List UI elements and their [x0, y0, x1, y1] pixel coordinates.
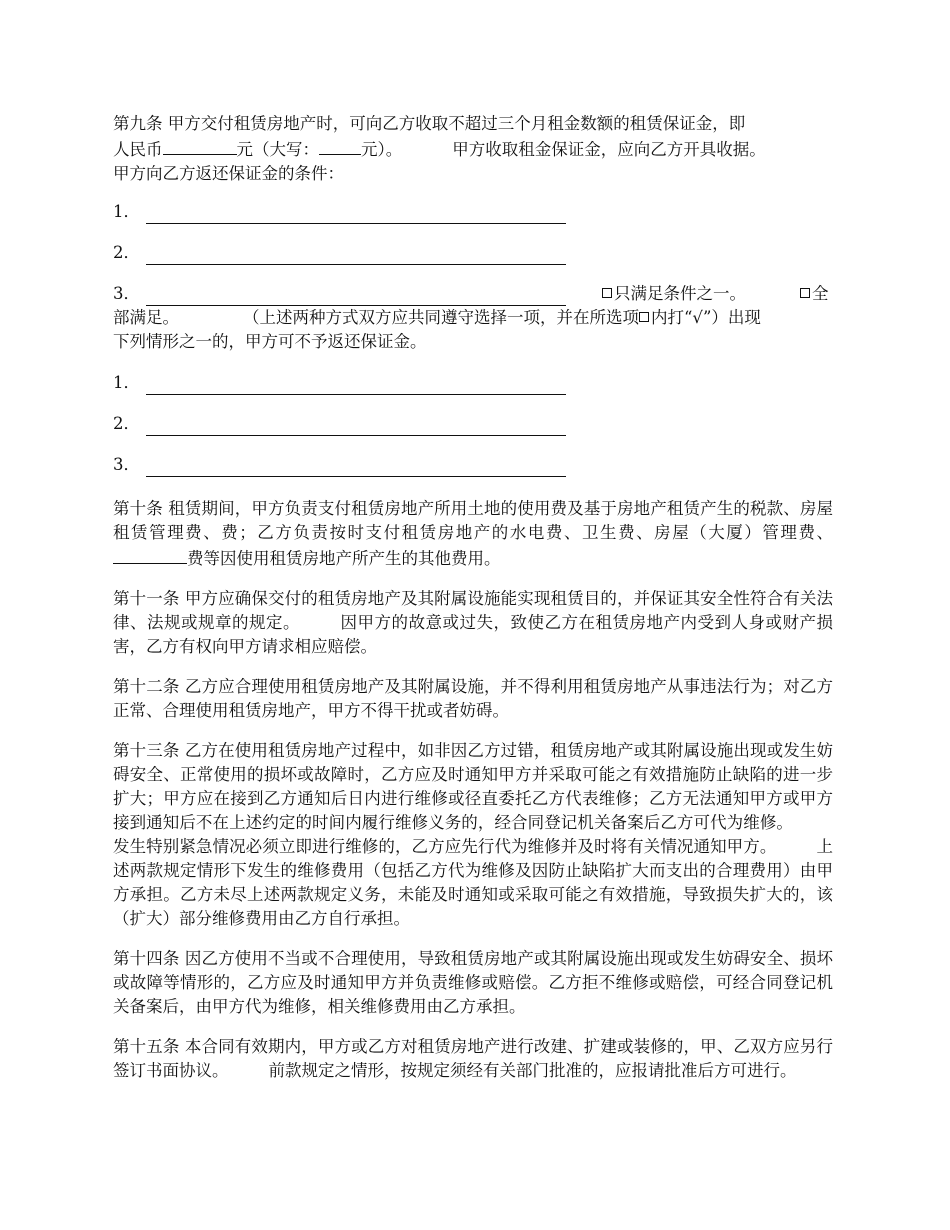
item-number: 3．	[113, 455, 140, 474]
article-10-text-end: 费等因使用租赁房地产所产生的其他费用。	[187, 549, 501, 568]
instruction-text: （上述两种方式双方应共同遵守选择一项，并在所选项	[243, 308, 639, 327]
item-number: 3．	[113, 284, 140, 303]
item-number: 2．	[113, 243, 140, 262]
article-13-emergency: 发生特别紧急情况必须立即进行维修的，乙方应先行代为维修并及时将有关情况通知甲方。	[113, 837, 777, 856]
article-15-text-end: 前款规定之情形，按规定须经有关部门批准的，应报请批准后方可进行。	[268, 1061, 797, 1080]
no-return-condition-3	[113, 453, 833, 477]
article-9	[113, 112, 833, 186]
article-14	[113, 947, 833, 1019]
return-condition-3	[113, 282, 833, 306]
option-one-condition[interactable]	[602, 282, 746, 306]
condition-blank[interactable]	[146, 205, 566, 224]
condition-blank[interactable]	[146, 458, 566, 477]
instruction-text-end: 内打“√”）出现	[651, 308, 761, 327]
rmb-label: 人民币	[113, 140, 163, 159]
article-13-text: 第十三条 乙方在使用租赁房地产过程中，如非因乙方过错，租赁房地产或其附属设施出现或发生妨碍安全、正常使用的损坏或故障时，乙方应及时通知甲方并采取可能之有效措施防止缺陷的进一步扩大；甲方应在接到乙方通知后日内进行维修或径直委托乙方代表维修；乙方无法通知甲方或甲方接到通知后不在上述约定的时间内履行维修义务的，经合同登记机关备案后乙方可代为维修。	[113, 741, 833, 832]
no-return-heading: 下列情形之一的，甲方可不予返还保证金。	[113, 332, 427, 351]
article-9-continuation	[113, 306, 833, 354]
contract-page	[113, 112, 833, 1099]
checkbox-icon[interactable]	[602, 288, 612, 298]
article-9-line2	[113, 136, 833, 162]
capital-amount-blank[interactable]	[319, 136, 361, 155]
article-12	[113, 675, 833, 723]
all-satisfied-text: 部满足。	[113, 308, 179, 327]
condition-blank[interactable]	[146, 376, 566, 395]
article-15-text: 第十五条 本合同有效期内，甲方或乙方对租赁房地产进行改建、扩建或装修的，甲、乙双方应另行签订书面协议。	[113, 1037, 833, 1080]
no-return-condition-1	[113, 371, 833, 395]
article-13-costs: 上述两款规定情形下发生的维修费用（包括乙方代为维修及因防止缺陷扩大而支出的合理费用）由甲方承担。乙方未尽上述两款规定义务，未能及时通知或采取可能之有效措施，导致损失扩大的，该（扩大）部分维修费用由乙方自行承担。	[113, 837, 834, 928]
article-11	[113, 587, 833, 659]
article-10	[113, 497, 833, 571]
article-14-text: 第十四条 因乙方使用不当或不合理使用，导致租赁房地产或其附属设施出现或发生妨碍安全、损坏或故障等情形的，乙方应及时通知甲方并负责维修或赔偿。乙方拒不维修或赔偿，可经合同登记机关备案后，由甲方代为维修，相关维修费用由乙方承担。	[113, 949, 833, 1016]
article-11-text: 第十一条 甲方应确保交付的租赁房地产及其附属设施能实现租赁目的，并保证其安全性符合有关法律、法规或规章的规定。	[113, 589, 833, 632]
condition-blank[interactable]	[146, 287, 566, 306]
option-one-label: 只满足条件之一。	[614, 284, 746, 303]
item-number: 1．	[113, 373, 140, 392]
condition-blank[interactable]	[146, 417, 566, 436]
capital-label: 元（大写：	[236, 140, 319, 159]
article-13	[113, 739, 833, 931]
yuan-label: 元）。	[361, 140, 403, 159]
item-number: 1．	[113, 202, 140, 221]
amount-blank[interactable]	[163, 136, 237, 155]
article-12-text: 第十二条 乙方应合理使用租赁房地产及其附属设施，并不得利用租赁房地产从事违法行为；对乙方正常、合理使用租赁房地产，甲方不得干扰或者妨碍。	[113, 677, 833, 720]
article-11-text-end: 因甲方的故意或过失，致使乙方在租赁房地产内受到人身或财产损害，乙方有权向甲方请求相应赔偿。	[113, 613, 833, 656]
checkbox-icon[interactable]	[800, 288, 810, 298]
article-9-line1: 第九条 甲方交付租赁房地产时，可向乙方收取不超过三个月租金数额的租赁保证金，即	[113, 114, 746, 133]
continuation-line1	[113, 306, 833, 330]
article-10-text: 第十条 租赁期间，甲方负责支付租赁房地产所用土地的使用费及基于房地产租赁产生的税款、房屋租赁管理费、费；乙方负责按时支付租赁房地产的水电费、卫生费、房屋（大厦）管理费、	[113, 499, 833, 542]
option-all-label: 全	[812, 284, 829, 303]
item-number: 2．	[113, 414, 140, 433]
return-condition-1	[113, 200, 833, 224]
article-15	[113, 1035, 833, 1083]
condition-blank[interactable]	[146, 246, 566, 265]
fee-blank[interactable]	[113, 545, 187, 564]
checkbox-icon	[639, 312, 649, 322]
return-conditions-heading: 甲方向乙方返还保证金的条件：	[113, 164, 344, 183]
option-all-conditions[interactable]	[800, 282, 829, 306]
return-condition-2	[113, 241, 833, 265]
no-return-condition-2	[113, 412, 833, 436]
receipt-clause: 甲方收取租金保证金，应向乙方开具收据。	[452, 140, 766, 159]
